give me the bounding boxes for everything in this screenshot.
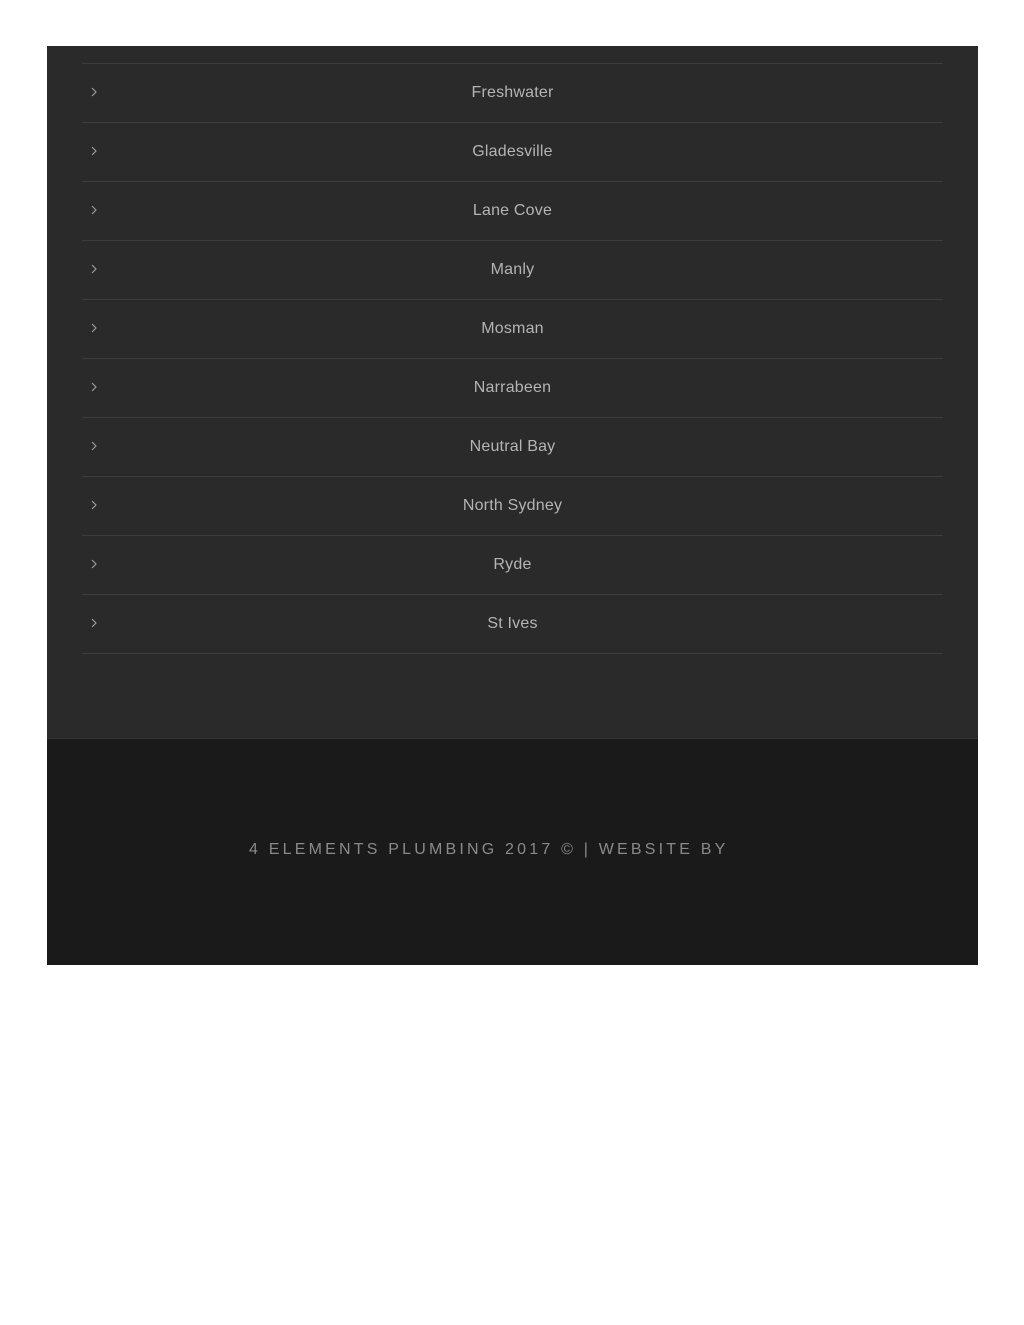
menu-item-st-ives[interactable]	[82, 595, 943, 654]
chevron-right-icon	[89, 145, 99, 157]
suburb-list	[82, 63, 943, 654]
chevron-right-icon	[89, 263, 99, 275]
menu-item-manly[interactable]	[82, 241, 943, 300]
menu-item-neutral-bay[interactable]	[82, 418, 943, 477]
service-area-menu	[47, 46, 978, 738]
menu-item-label: Gladesville	[472, 143, 553, 160]
menu-item-label: Neutral Bay	[469, 438, 556, 455]
menu-item-label: Lane Cove	[472, 202, 553, 219]
menu-item-label: St Ives	[487, 615, 538, 632]
menu-item-lane-cove[interactable]	[82, 182, 943, 241]
chevron-right-icon	[89, 86, 99, 98]
menu-item-mosman[interactable]	[82, 300, 943, 359]
menu-item-label: Narrabeen	[473, 379, 552, 396]
menu-item-label: North Sydney	[462, 497, 563, 514]
menu-item-narrabeen[interactable]	[82, 359, 943, 418]
chevron-right-icon	[89, 204, 99, 216]
site-footer	[47, 738, 978, 965]
footer-copyright: 4 ELEMENTS PLUMBING 2017 © | WEBSITE BY	[249, 841, 729, 858]
chevron-right-icon	[89, 322, 99, 334]
chevron-right-icon	[89, 617, 99, 629]
menu-item-label: Mosman	[481, 320, 544, 337]
chevron-right-icon	[89, 440, 99, 452]
menu-item-gladesville[interactable]	[82, 123, 943, 182]
menu-item-label: Freshwater	[471, 84, 554, 101]
menu-item-freshwater[interactable]	[82, 64, 943, 123]
menu-item-label: Manly	[490, 261, 535, 278]
chevron-right-icon	[89, 499, 99, 511]
menu-item-ryde[interactable]	[82, 536, 943, 595]
menu-item-label: Ryde	[493, 556, 532, 573]
menu-item-north-sydney[interactable]	[82, 477, 943, 536]
chevron-right-icon	[89, 558, 99, 570]
chevron-right-icon	[89, 381, 99, 393]
